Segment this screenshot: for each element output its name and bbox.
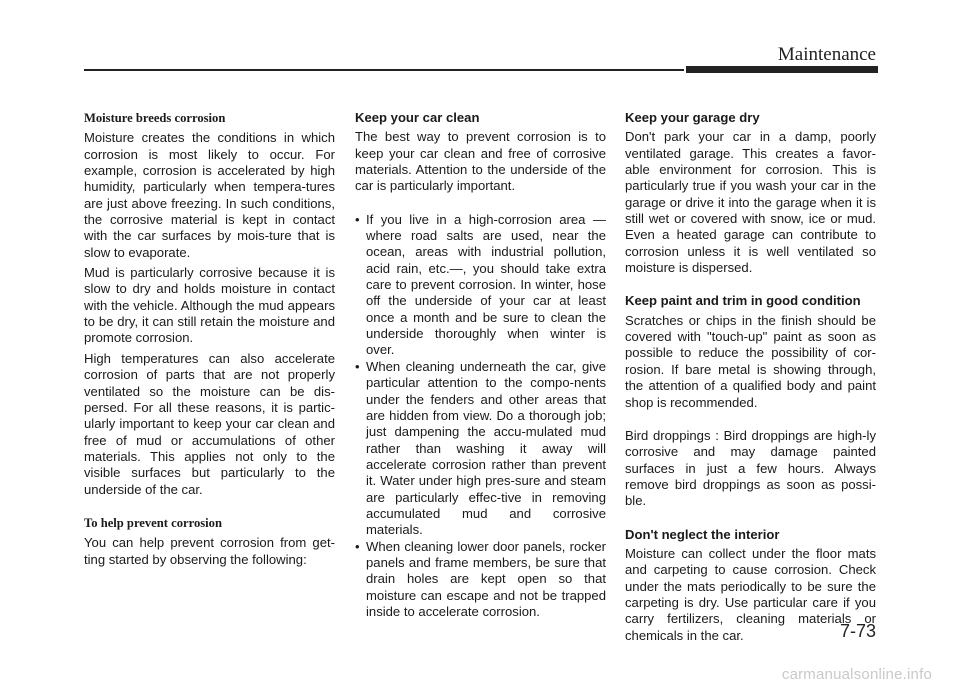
list-item (355, 359, 606, 539)
column-right (625, 110, 876, 644)
bullet-icon: • (355, 358, 360, 374)
paragraph: Scratches or chips in the finish should be covered with "touch-up" paint as soon as possible to reduce the possibility of cor-rosion. If bare metal is showing through, the attention of a qualified body and paint shop is recommended. (625, 312, 876, 410)
heading-keep-paint-and-trim: Keep paint and trim in good condition (625, 293, 861, 309)
list-item-text: When cleaning lower door panels, rocker panels and frame members, be sure that drain holes are kept open so that moisture can escape and not be trapped inside to accelerate corrosion. (366, 538, 606, 619)
list-item (355, 539, 606, 621)
column-left (84, 110, 335, 568)
header-rule-thick (686, 66, 878, 73)
list-item (355, 212, 606, 359)
bullet-icon: • (355, 211, 360, 227)
bullet-list (355, 212, 606, 621)
paragraph: The best way to prevent corrosion is to keep your car clean and free of corrosive materials. Attention to the underside of the car is particularly important. (355, 129, 606, 194)
column-middle (355, 110, 606, 620)
heading-keep-your-garage-dry: Keep your garage dry (625, 110, 760, 125)
watermark: carmanualsonline.info (781, 666, 932, 683)
paragraph: Bird droppings : Bird droppings are high-ly corrosive and may damage painted surfaces in just a few hours. Always remove bird droppings as soon as possi-ble. (625, 427, 876, 509)
heading-dont-neglect-interior: Don't neglect the interior (625, 526, 780, 542)
list-item-text: When cleaning underneath the car, give particular attention to the compo-nents under the fenders and other areas that are hidden from view. Do a thorough job; just dampening the accu-mulated mud rather than washing it away will accelerate corrosion rather than prevent it. Water under high pres-sure and steam are particularly effec-tive in removing accumulated mud and corrosive materials. (366, 358, 606, 538)
heading-to-help-prevent-corrosion: To help prevent corrosion (84, 515, 222, 530)
paragraph: Don't park your car in a damp, poorly ventilated garage. This creates a favor-able environment for corrosion. This is particularly true if you wash your car in the garage or drive it into the garage when it is still wet or covered with snow, ice or mud. Even a heated garage can contribute to corrosion unless it is well ventilated so moisture is dispersed. (625, 129, 876, 276)
paragraph: Moisture can collect under the floor mats and carpeting to cause corrosion. Check under the mats periodically to be sure the carpeting is dry. Use particular care if you carry fertilizers, cleaning materials or chemicals in the car. (625, 545, 876, 643)
paragraph: Mud is particularly corrosive because it is slow to dry and holds moisture in contact with the vehicle. Although the mud appears to be dry, it can still retain the moisture and promote corrosion. (84, 265, 335, 346)
page-number: 7-73 (839, 621, 876, 641)
bullet-icon: • (355, 538, 360, 554)
paragraph: High temperatures can also accelerate corrosion of parts that are not properly ventilated so the moisture can be dis-persed. For all these reasons, it is partic-ularly important to keep your car clean and free of mud or accumulations of other materials. This applies not only to the visible surfaces but particularly to the underside of the car. (84, 350, 335, 497)
heading-moisture-breeds-corrosion: Moisture breeds corrosion (84, 111, 226, 125)
heading-keep-your-car-clean: Keep your car clean (355, 110, 480, 125)
paragraph: You can help prevent corrosion from get-ting started by observing the following: (84, 535, 335, 567)
paragraph: Moisture creates the conditions in which corrosion is most likely to occur. For example, corrosion is accelerated by high humidity, particularly when tempera-tures are just above freezing. In such conditions, the corrosive material is kept in contact with the car surfaces by mois-ture that is slow to evaporate. (84, 130, 335, 260)
section-title: Maintenance (777, 44, 876, 65)
list-item-text: If you live in a high-corrosion area —where road salts are used, near the ocean, areas with industrial pollution, acid rain, etc.—, you should take extra care to prevent corrosion. In winter, hose off the underside of your car at least once a month and be sure to clean the underside thoroughly when winter is over. (366, 211, 606, 358)
header-rule-thin (84, 69, 684, 71)
